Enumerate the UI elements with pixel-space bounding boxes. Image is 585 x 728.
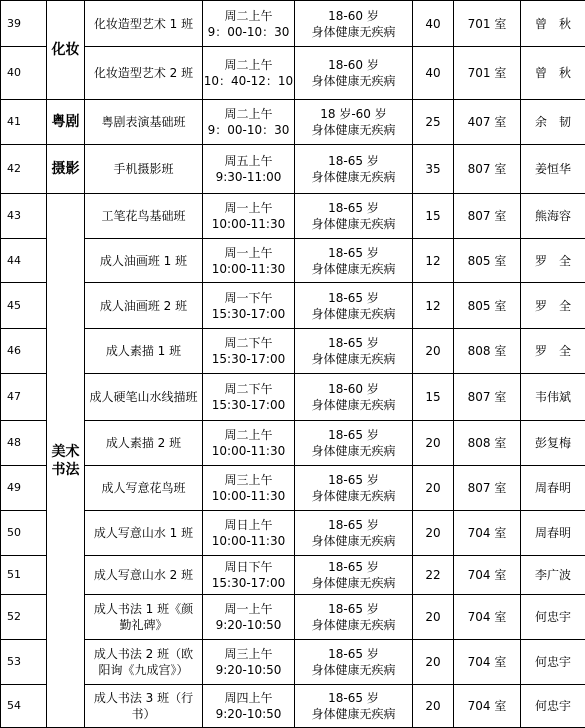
enrollment-count: 20 xyxy=(413,595,454,640)
teacher: 罗 全 xyxy=(521,329,585,374)
teacher: 周春明 xyxy=(521,511,585,556)
class-name: 成人油画班 1 班 xyxy=(85,239,203,283)
class-name: 成人素描 1 班 xyxy=(85,329,203,374)
class-time: 周一下午 15:30-17:00 xyxy=(203,283,295,329)
enrollment-count: 20 xyxy=(413,466,454,511)
row-number: 53 xyxy=(1,640,47,685)
age-requirement: 18-60 岁 身体健康无疾病 xyxy=(295,1,413,47)
class-name: 成人写意山水 2 班 xyxy=(85,556,203,595)
class-time: 周二上午 9：00-10：30 xyxy=(203,100,295,145)
class-name: 成人硬笔山水线描班 xyxy=(85,374,203,421)
row-number: 50 xyxy=(1,511,47,556)
enrollment-count: 15 xyxy=(413,194,454,239)
classroom: 701 室 xyxy=(454,47,521,100)
row-number: 44 xyxy=(1,239,47,283)
teacher: 罗 全 xyxy=(521,283,585,329)
row-number: 45 xyxy=(1,283,47,329)
teacher: 周春明 xyxy=(521,466,585,511)
enrollment-count: 22 xyxy=(413,556,454,595)
classroom: 701 室 xyxy=(454,1,521,47)
class-name: 成人写意山水 1 班 xyxy=(85,511,203,556)
classroom: 704 室 xyxy=(454,685,521,728)
class-time: 周一上午 9:20-10:50 xyxy=(203,595,295,640)
class-time: 周日上午 10:00-11:30 xyxy=(203,511,295,556)
class-name: 化妆造型艺术 1 班 xyxy=(85,1,203,47)
age-requirement: 18-60 岁 身体健康无疾病 xyxy=(295,47,413,100)
table-row xyxy=(1,511,585,556)
row-number: 49 xyxy=(1,466,47,511)
age-requirement: 18-65 岁 身体健康无疾病 xyxy=(295,329,413,374)
class-time: 周一上午 10:00-11:30 xyxy=(203,239,295,283)
age-requirement: 18-65 岁 身体健康无疾病 xyxy=(295,283,413,329)
class-name: 成人油画班 2 班 xyxy=(85,283,203,329)
teacher: 曾 秋 xyxy=(521,1,585,47)
classroom: 808 室 xyxy=(454,329,521,374)
age-requirement: 18-65 岁 身体健康无疾病 xyxy=(295,145,413,194)
table-row xyxy=(1,685,585,728)
age-requirement: 18-60 岁 身体健康无疾病 xyxy=(295,374,413,421)
teacher: 何忠宇 xyxy=(521,640,585,685)
table-row xyxy=(1,640,585,685)
row-number: 51 xyxy=(1,556,47,595)
row-number: 39 xyxy=(1,1,47,47)
table-row xyxy=(1,329,585,374)
age-requirement: 18-65 岁 身体健康无疾病 xyxy=(295,239,413,283)
table-row xyxy=(1,466,585,511)
classroom: 704 室 xyxy=(454,556,521,595)
age-requirement: 18-65 岁 身体健康无疾病 xyxy=(295,640,413,685)
enrollment-count: 40 xyxy=(413,1,454,47)
age-requirement: 18-65 岁 身体健康无疾病 xyxy=(295,595,413,640)
age-requirement: 18-65 岁 身体健康无疾病 xyxy=(295,511,413,556)
class-name: 粤剧表演基础班 xyxy=(85,100,203,145)
table-row xyxy=(1,556,585,595)
table-row xyxy=(1,283,585,329)
class-name: 成人写意花鸟班 xyxy=(85,466,203,511)
age-requirement: 18-65 岁 身体健康无疾病 xyxy=(295,421,413,466)
class-time: 周四上午 9:20-10:50 xyxy=(203,685,295,728)
table-row xyxy=(1,374,585,421)
age-requirement: 18-65 岁 身体健康无疾病 xyxy=(295,194,413,239)
enrollment-count: 12 xyxy=(413,283,454,329)
classroom: 704 室 xyxy=(454,511,521,556)
enrollment-count: 20 xyxy=(413,640,454,685)
enrollment-count: 35 xyxy=(413,145,454,194)
teacher: 余 韧 xyxy=(521,100,585,145)
class-time: 周五上午 9:30-11:00 xyxy=(203,145,295,194)
enrollment-count: 20 xyxy=(413,685,454,728)
classroom: 704 室 xyxy=(454,595,521,640)
enrollment-count: 40 xyxy=(413,47,454,100)
row-number: 54 xyxy=(1,685,47,728)
class-name: 化妆造型艺术 2 班 xyxy=(85,47,203,100)
teacher: 姜恒华 xyxy=(521,145,585,194)
teacher: 曾 秋 xyxy=(521,47,585,100)
row-number: 40 xyxy=(1,47,47,100)
enrollment-count: 25 xyxy=(413,100,454,145)
row-number: 41 xyxy=(1,100,47,145)
table-row xyxy=(1,421,585,466)
row-number: 43 xyxy=(1,194,47,239)
age-requirement: 18 岁-60 岁 身体健康无疾病 xyxy=(295,100,413,145)
classroom: 807 室 xyxy=(454,466,521,511)
class-time: 周二上午 10：40-12：10 xyxy=(203,47,295,100)
enrollment-count: 15 xyxy=(413,374,454,421)
row-number: 42 xyxy=(1,145,47,194)
table-row xyxy=(1,47,585,100)
class-time: 周三上午 10:00-11:30 xyxy=(203,466,295,511)
class-time: 周二上午 9：00-10：30 xyxy=(203,1,295,47)
table-row xyxy=(1,239,585,283)
classroom: 808 室 xyxy=(454,421,521,466)
classroom: 805 室 xyxy=(454,283,521,329)
age-requirement: 18-65 岁 身体健康无疾病 xyxy=(295,556,413,595)
class-name: 手机摄影班 xyxy=(85,145,203,194)
teacher: 罗 全 xyxy=(521,239,585,283)
category-cell: 化妆 xyxy=(47,1,85,100)
classroom: 407 室 xyxy=(454,100,521,145)
enrollment-count: 20 xyxy=(413,421,454,466)
class-time: 周三上午 9:20-10:50 xyxy=(203,640,295,685)
table-row xyxy=(1,100,585,145)
row-number: 48 xyxy=(1,421,47,466)
row-number: 46 xyxy=(1,329,47,374)
row-number: 52 xyxy=(1,595,47,640)
table-row xyxy=(1,145,585,194)
class-name: 成人素描 2 班 xyxy=(85,421,203,466)
age-requirement: 18-65 岁 身体健康无疾病 xyxy=(295,466,413,511)
category-cell: 粤剧 xyxy=(47,100,85,145)
teacher: 何忠宇 xyxy=(521,685,585,728)
teacher: 李广波 xyxy=(521,556,585,595)
teacher: 彭复梅 xyxy=(521,421,585,466)
class-time: 周一上午 10:00-11:30 xyxy=(203,194,295,239)
teacher: 韦伟斌 xyxy=(521,374,585,421)
enrollment-count: 12 xyxy=(413,239,454,283)
class-time: 周二下午 15:30-17:00 xyxy=(203,329,295,374)
classroom: 807 室 xyxy=(454,194,521,239)
table-row xyxy=(1,194,585,239)
class-name: 成人书法 3 班（行书） xyxy=(85,685,203,728)
class-time: 周日下午 15:30-17:00 xyxy=(203,556,295,595)
table-row xyxy=(1,595,585,640)
category-cell: 美术 书法 xyxy=(47,194,85,728)
classroom: 807 室 xyxy=(454,374,521,421)
classroom: 807 室 xyxy=(454,145,521,194)
classroom: 704 室 xyxy=(454,640,521,685)
age-requirement: 18-65 岁 身体健康无疾病 xyxy=(295,685,413,728)
enrollment-count: 20 xyxy=(413,329,454,374)
class-name: 成人书法 1 班《颜勤礼碑》 xyxy=(85,595,203,640)
class-name: 成人书法 2 班（欧阳询《九成宫》） xyxy=(85,640,203,685)
row-number: 47 xyxy=(1,374,47,421)
category-cell: 摄影 xyxy=(47,145,85,194)
class-name: 工笔花鸟基础班 xyxy=(85,194,203,239)
class-time: 周二下午 15:30-17:00 xyxy=(203,374,295,421)
class-time: 周二上午 10:00-11:30 xyxy=(203,421,295,466)
table-row xyxy=(1,1,585,47)
enrollment-count: 20 xyxy=(413,511,454,556)
classroom: 805 室 xyxy=(454,239,521,283)
teacher: 熊海容 xyxy=(521,194,585,239)
teacher: 何忠宇 xyxy=(521,595,585,640)
